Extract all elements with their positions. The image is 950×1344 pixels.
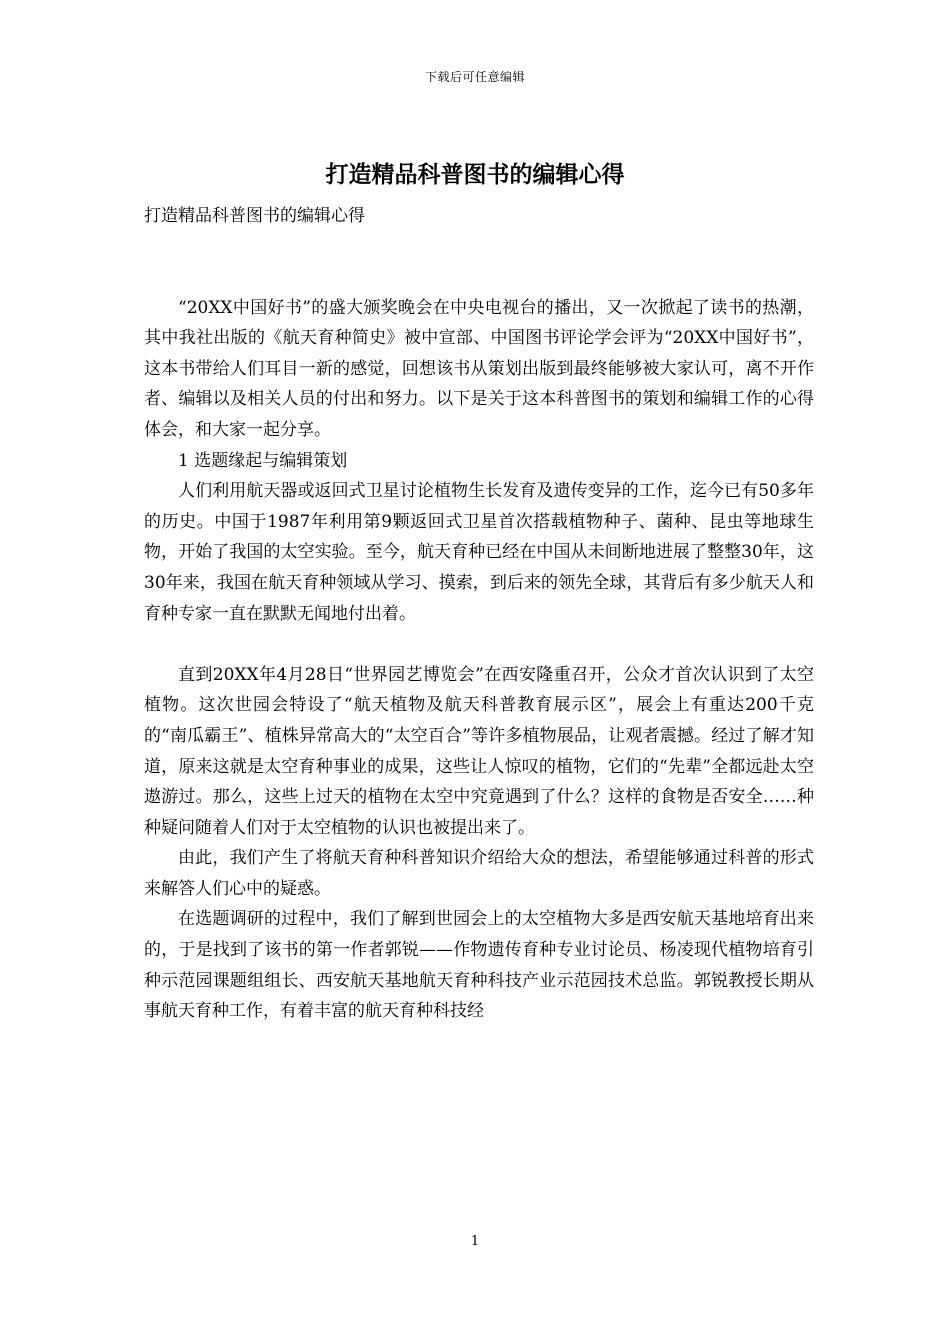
section-heading: 1 选题缘起与编辑策划	[178, 450, 348, 471]
paragraph-expo: 直到20XX年4月28日“世界园艺博览会”在西安隆重召开，公众才首次认识到了太空植物。这次世园会特设了“航天植物及航天科普教育展示区”，展会上有重达200千克的“南瓜霸王”、植株异常高大的“太空百合”等许多植物展品，让观者震撼。经过了解才知道，原来这就是太空育种事业的成果，这些让人惊叹的植物，它们的“先辈”全都远赴太空遨游过。那么，这些上过天的植物在太空中究竟遇到了什么？这样的食物是否安全……种种疑问随着人们对于太空植物的认识也被提出来了。	[144, 664, 814, 838]
document-title: 打造精品科普图书的编辑心得	[325, 161, 625, 188]
paragraph-history: 人们利用航天器或返回式卫星讨论植物生长发育及遗传变异的工作，迄今已有50多年的历史。中国于1987年利用第9颗返回式卫星首次搭载植物种子、菌种、昆虫等地球生物，开始了我国的太空实验。至今，航天育种已经在中国从未间断地进展了整整30年，这30年来，我国在航天育种领域从学习、摸索，到后来的领先全球，其背后有多少航天人和育种专家一直在默默无闻地付出着。	[144, 481, 814, 624]
blank-line	[144, 262, 814, 293]
page-header: 下载后可任意编辑	[424, 70, 525, 84]
document-subtitle: 打造精品科普图书的编辑心得	[144, 206, 365, 226]
paragraph-research: 在选题调研的过程中，我们了解到世园会上的太空植物大多是西安航天基地培育出来的，于是找到了该书的第一作者郭锐——作物遗传育种专业讨论员、杨凌现代植物培育引种示范园课题组组长、西安航天基地航天育种科技产业示范园技术总监。郭锐教授长期从事航天育种工作，有着丰富的航天育种科技经	[144, 909, 814, 1022]
paragraph-idea: 由此，我们产生了将航天育种科普知识介绍给大众的想法，希望能够通过科普的形式来解答人们心中的疑惑。	[144, 848, 814, 899]
document-body	[144, 262, 814, 1027]
paragraph-intro: “20XX中国好书”的盛大颁奖晚会在中央电视台的播出，又一次掀起了读书的热潮，其中我社出版的《航天育种简史》被中宣部、中国图书评论学会评为“20XX中国好书”，这本书带给人们耳目一新的感觉，回想该书从策划出版到最终能够被大家认可，离不开作者、编辑以及相关人员的付出和努力。以下是关于这本科普图书的策划和编辑工作的心得体会，和大家一起分享。	[144, 297, 814, 440]
page-number: 1	[470, 1234, 480, 1249]
blank-line	[144, 629, 814, 660]
